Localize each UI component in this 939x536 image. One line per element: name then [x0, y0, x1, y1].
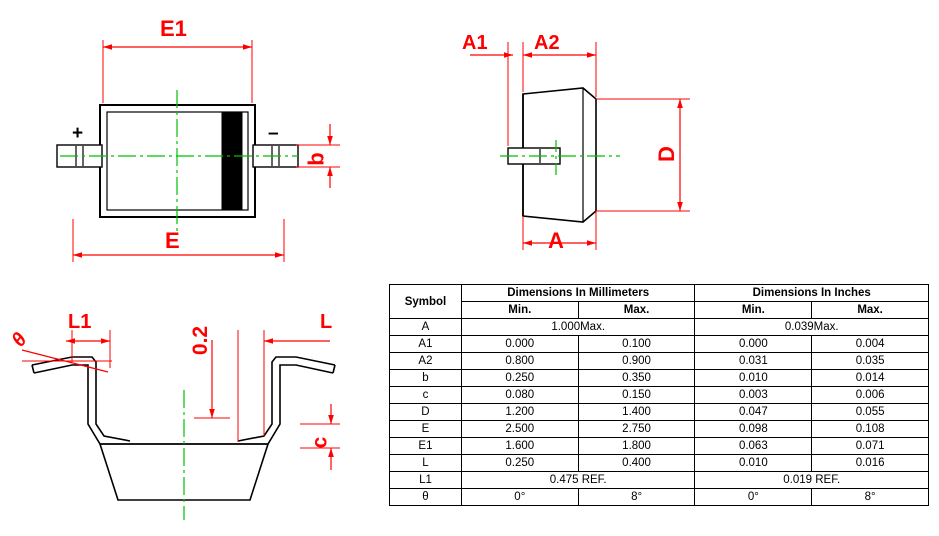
header-symbol: Symbol — [390, 285, 462, 319]
table-header-subrow — [390, 302, 929, 319]
cell-in-max: 0.055 — [812, 404, 929, 421]
table-row — [390, 387, 929, 404]
table-header-group-row — [390, 285, 929, 302]
header-inches: Dimensions In Inches — [695, 285, 929, 302]
label-l1: L1 — [68, 311, 92, 333]
cell-mm-min: 0° — [461, 489, 578, 506]
cell-mm-min: 1.600 — [461, 438, 578, 455]
cell-in-min: 0.003 — [695, 387, 812, 404]
cell-symbol: L — [390, 455, 462, 472]
label-a1: A1 — [462, 32, 488, 54]
cell-in-min: 0.010 — [695, 455, 812, 472]
cell-mm-min: 0.250 — [461, 455, 578, 472]
cell-mm-min: 1.200 — [461, 404, 578, 421]
cell-in-max: 8° — [812, 489, 929, 506]
header-millimeters: Dimensions In Millimeters — [461, 285, 695, 302]
cell-symbol: D — [390, 404, 462, 421]
cell-symbol: b — [390, 370, 462, 387]
label-a: A — [548, 228, 564, 253]
cell-mm-max: 2.750 — [578, 421, 695, 438]
cell-in-max: 0.071 — [812, 438, 929, 455]
side-view-geometry — [32, 357, 335, 520]
table-row — [390, 404, 929, 421]
table-row — [390, 336, 929, 353]
cell-mm-min: 0.800 — [461, 353, 578, 370]
cell-in-max: 0.004 — [812, 336, 929, 353]
cell-mm-max: 0.900 — [578, 353, 695, 370]
label-zero-point-two: 0.2 — [189, 325, 213, 356]
cell-symbol: c — [390, 387, 462, 404]
cell-mm-max: 0.150 — [578, 387, 695, 404]
label-c: c — [308, 436, 332, 449]
cell-mm-min: 2.500 — [461, 421, 578, 438]
label-b: b — [303, 152, 329, 166]
header-in-min: Min. — [695, 302, 812, 319]
cell-in-max: 0.014 — [812, 370, 929, 387]
cell-in-span: 0.019 REF. — [695, 472, 929, 489]
end-view-geometry — [500, 88, 620, 222]
table-row — [390, 438, 929, 455]
cell-mm-span: 0.475 REF. — [461, 472, 695, 489]
label-d: D — [653, 146, 679, 162]
cell-mm-max: 0.350 — [578, 370, 695, 387]
label-e1: E1 — [160, 16, 187, 41]
cell-in-min: 0° — [695, 489, 812, 506]
cell-in-max: 0.108 — [812, 421, 929, 438]
label-anode-plus: + — [72, 123, 84, 144]
table-row — [390, 353, 929, 370]
cell-symbol: E1 — [390, 438, 462, 455]
cell-mm-span: 1.000Max. — [461, 319, 695, 336]
top-view-geometry — [57, 90, 298, 235]
table-row — [390, 421, 929, 438]
cell-mm-min: 0.000 — [461, 336, 578, 353]
table-row — [390, 370, 929, 387]
cell-in-min: 0.031 — [695, 353, 812, 370]
label-cathode-minus: – — [268, 123, 279, 144]
cell-in-max: 0.006 — [812, 387, 929, 404]
cell-symbol: L1 — [390, 472, 462, 489]
cell-symbol: θ — [390, 489, 462, 506]
header-in-max: Max. — [812, 302, 929, 319]
cell-in-max: 0.035 — [812, 353, 929, 370]
dimensions-table — [389, 284, 929, 506]
cell-in-span: 0.039Max. — [695, 319, 929, 336]
table-body — [390, 319, 929, 506]
cell-mm-max: 8° — [578, 489, 695, 506]
cell-in-min: 0.063 — [695, 438, 812, 455]
cell-mm-max: 0.100 — [578, 336, 695, 353]
cell-in-min: 0.047 — [695, 404, 812, 421]
table-row — [390, 472, 929, 489]
cell-in-max: 0.016 — [812, 455, 929, 472]
cell-in-min: 0.000 — [695, 336, 812, 353]
cell-symbol: A2 — [390, 353, 462, 370]
label-l: L — [320, 311, 333, 333]
label-a2: A2 — [534, 32, 560, 54]
table-row — [390, 489, 929, 506]
header-mm-min: Min. — [461, 302, 578, 319]
label-theta: θ — [7, 328, 32, 352]
cell-mm-max: 1.800 — [578, 438, 695, 455]
cell-symbol: E — [390, 421, 462, 438]
cell-in-min: 0.098 — [695, 421, 812, 438]
cell-symbol: A1 — [390, 336, 462, 353]
cell-mm-max: 1.400 — [578, 404, 695, 421]
cell-symbol: A — [390, 319, 462, 336]
label-e: E — [165, 228, 180, 253]
table-row — [390, 319, 929, 336]
cell-in-min: 0.010 — [695, 370, 812, 387]
cell-mm-min: 0.080 — [461, 387, 578, 404]
cell-mm-max: 0.400 — [578, 455, 695, 472]
cell-mm-min: 0.250 — [461, 370, 578, 387]
table-row — [390, 455, 929, 472]
header-mm-max: Max. — [578, 302, 695, 319]
